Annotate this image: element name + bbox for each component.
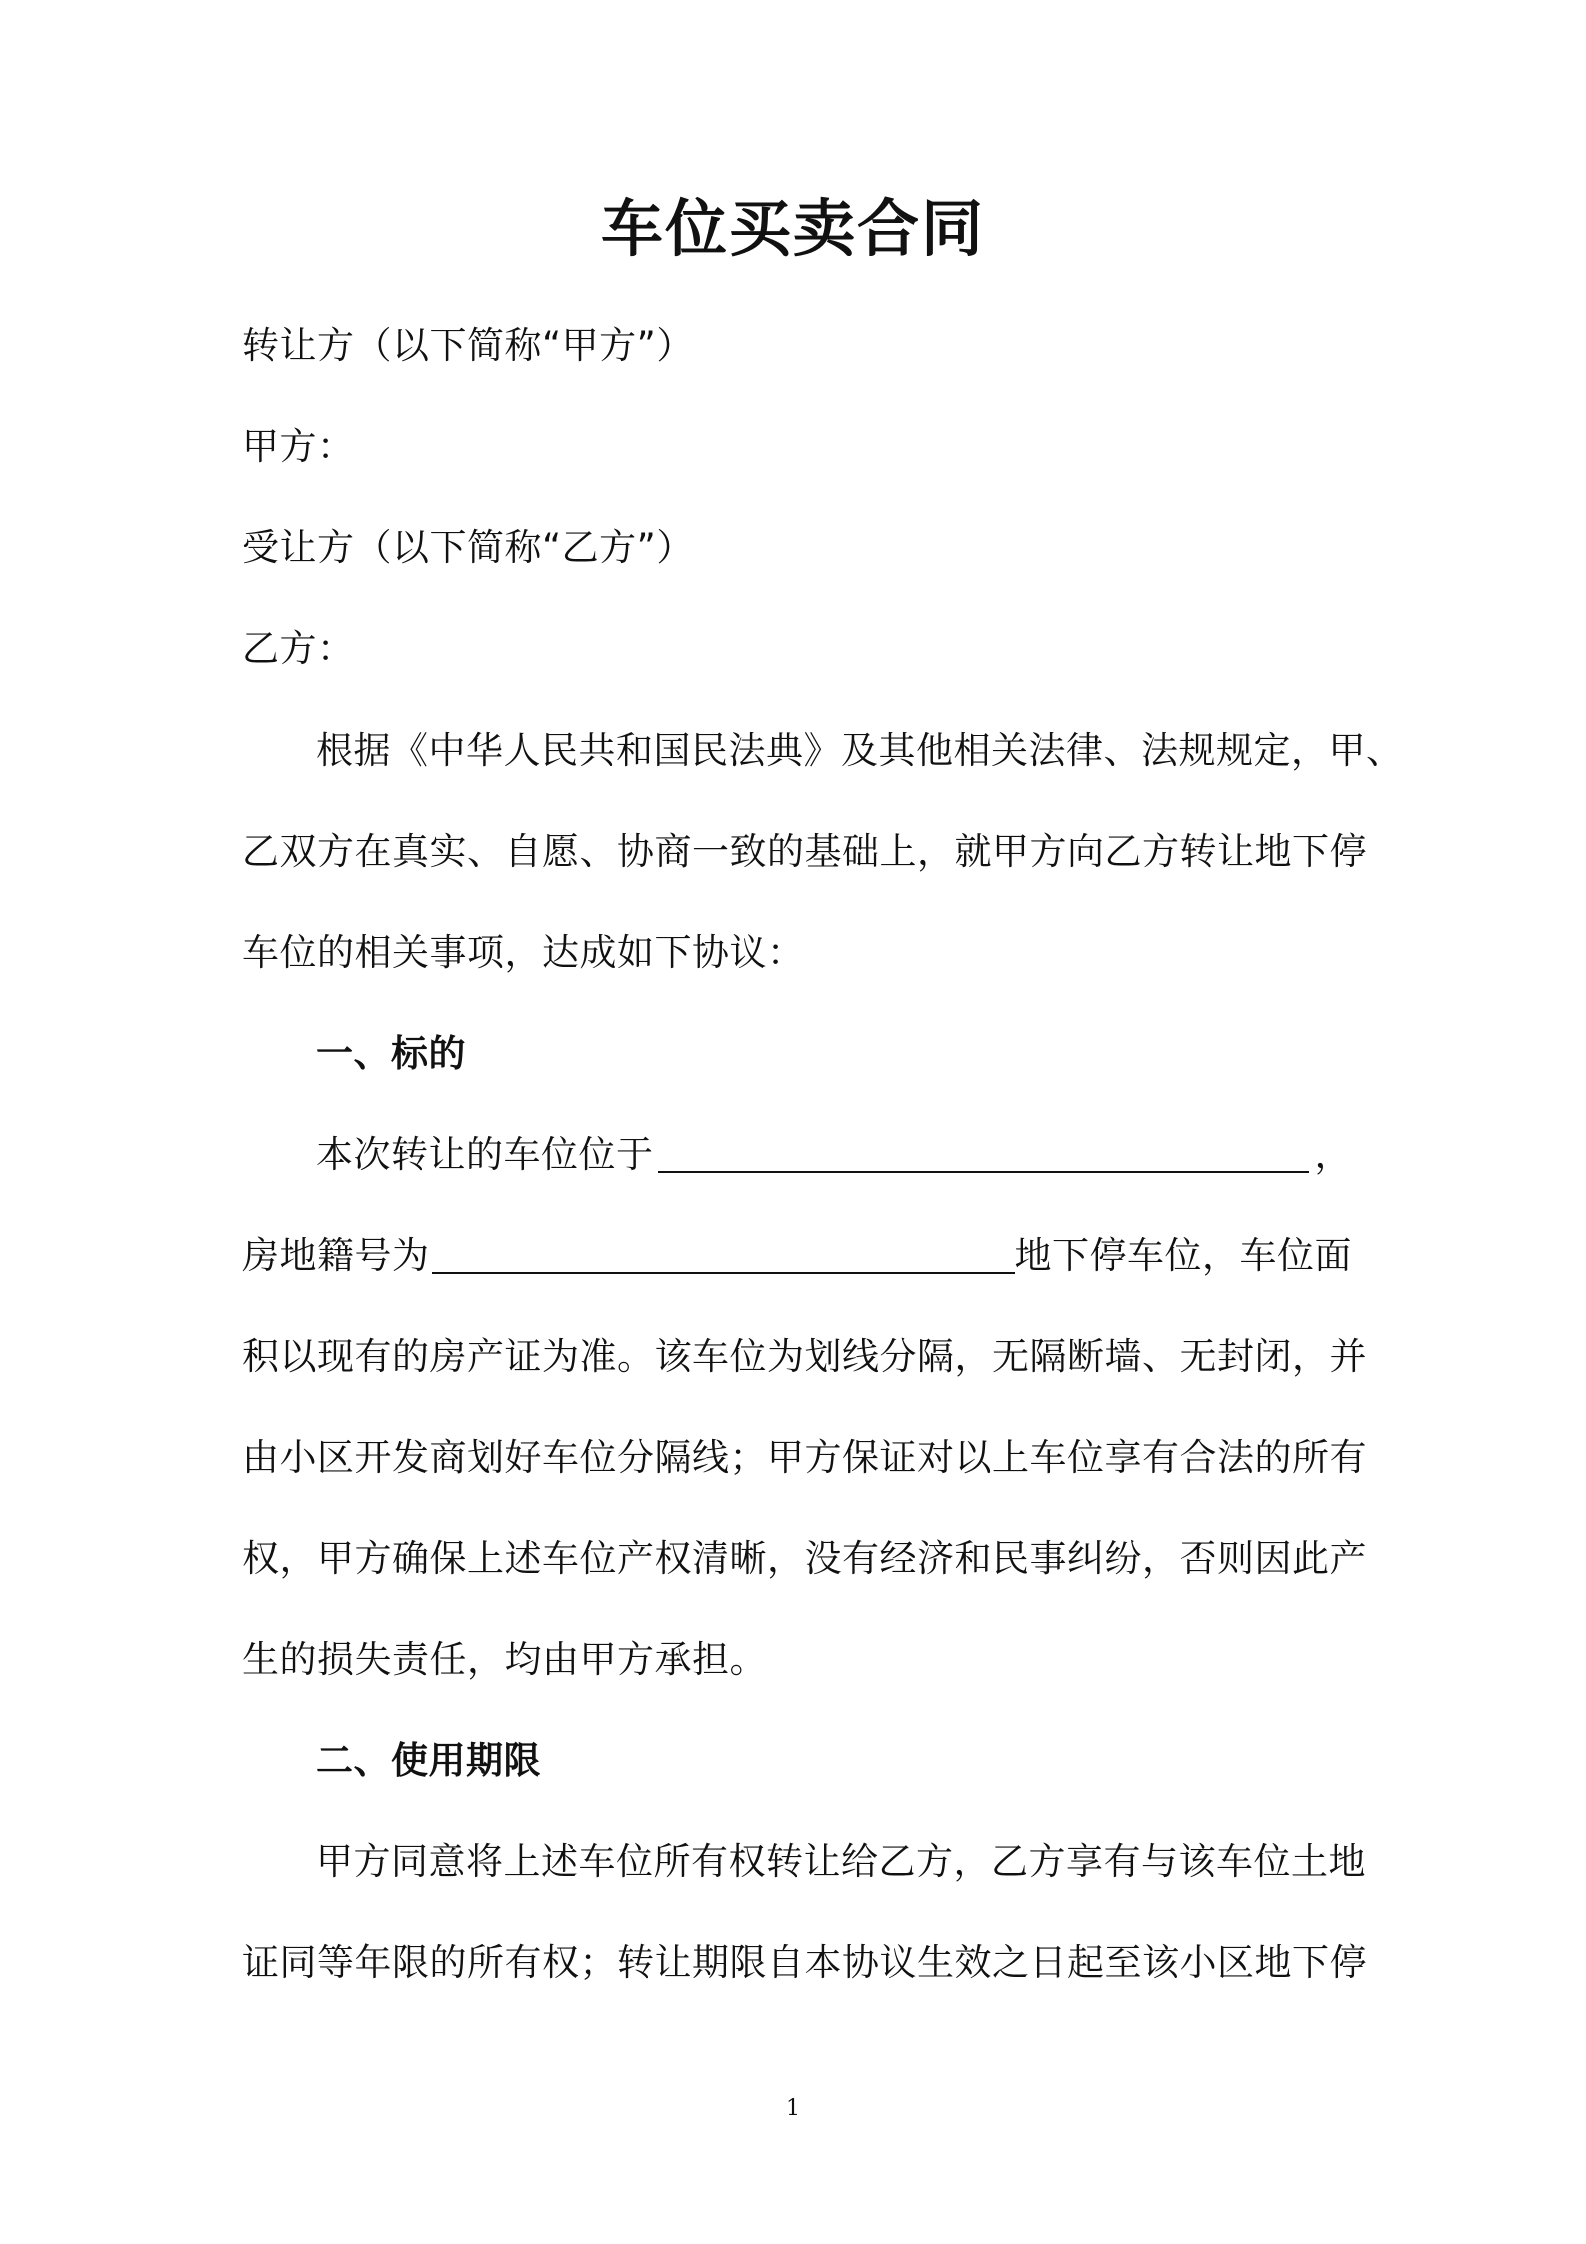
location-blank-field[interactable] <box>658 1139 1309 1173</box>
section-2-heading: 二、使用期限 <box>316 1739 541 1782</box>
party-a-field: 甲方： <box>242 425 355 468</box>
section-1-line-1 <box>316 1133 1352 1176</box>
section-1-line-5: 权，甲方确保上述车位产权清晰，没有经济和民事纠纷，否则因此产 <box>242 1537 1367 1580</box>
property-number-suffix: 地下停车位，车位面 <box>1014 1234 1352 1277</box>
intro-line-2: 乙双方在真实、自愿、协商一致的基础上，就甲方向乙方转让地下停 <box>242 830 1367 873</box>
intro-line-1: 根据《中华人民共和国民法典》及其他相关法律、法规规定，甲、 <box>316 729 1404 772</box>
location-label: 本次转让的车位位于 <box>316 1133 654 1176</box>
section-1-heading: 一、标的 <box>316 1032 466 1075</box>
location-suffix: ， <box>1314 1133 1352 1176</box>
page-number: 1 <box>786 2096 800 2121</box>
property-number-label: 房地籍号为 <box>242 1234 430 1277</box>
section-1-line-4: 由小区开发商划好车位分隔线；甲方保证对以上车位享有合法的所有 <box>242 1436 1367 1479</box>
party-a-label: 转让方（以下简称“甲方”） <box>242 324 694 367</box>
party-b-field: 乙方： <box>242 627 355 670</box>
document-title: 车位买卖合同 <box>600 192 985 265</box>
section-2-line-1: 甲方同意将上述车位所有权转让给乙方，乙方享有与该车位土地 <box>316 1840 1366 1883</box>
party-b-label: 受让方（以下简称“乙方”） <box>242 526 694 569</box>
section-1-line-2 <box>242 1234 1352 1277</box>
section-1-line-3: 积以现有的房产证为准。该车位为划线分隔，无隔断墙、无封闭，并 <box>242 1335 1367 1378</box>
property-number-blank-field[interactable] <box>432 1240 1015 1274</box>
section-1-line-6: 生的损失责任，均由甲方承担。 <box>242 1638 767 1681</box>
section-2-line-2: 证同等年限的所有权；转让期限自本协议生效之日起至该小区地下停 <box>242 1941 1367 1984</box>
intro-line-3: 车位的相关事项，达成如下协议： <box>242 931 805 974</box>
